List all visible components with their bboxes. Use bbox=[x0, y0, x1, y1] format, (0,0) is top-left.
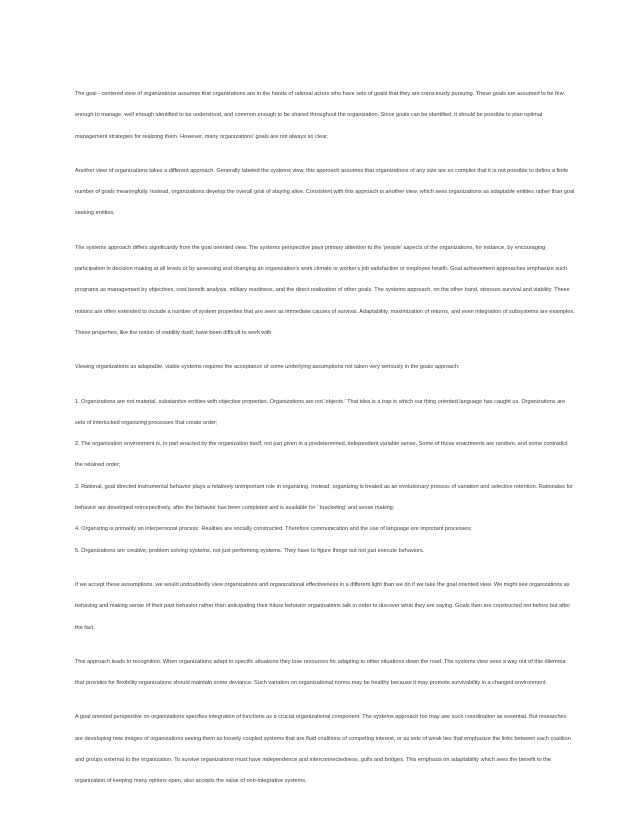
assumptions-list bbox=[75, 392, 575, 562]
list-item: 3. Rational, goal directed instrumental behavior plays a relatively unimportant role in organizing. Instead, organizing is treated as an evolutionary process of variation and selective retention. Rationales for behavior are developed retrospectively, after the behavior has been completed and is available for ' bracketing' and sense making; bbox=[75, 483, 573, 512]
document-page bbox=[75, 84, 575, 806]
list-item: 5. Organizations are creative, problem solving systems, not just performing systems. They have to figure things out not just execute behaviors. bbox=[75, 547, 425, 554]
paragraph-systems-view: Another view of organizations takes a different approach. Generally labeled the systems view, this approach assumes that organizations of any size are so complex that it is not possible to define a finite number of goals meaningfully. Instead, organizations develop the overall goal of staying alive. Consistent with this approach is another view, which sees organizations as adaptable entities rather than goal seeking entities. bbox=[75, 167, 575, 217]
paragraph-goal-centered-view: The goal - centered view of organizations assumes that organizations are in the hands of rational actors who have sets of goals that they are consciously pursuing. These goals are assumed to be few enough to manage, well enough identified to be understood, and common enough to be shared throughout the organization. Since goals can be identified, it should be possible to plan optimal management strategies for realizing them. However, many organizations' goals are not always so clear. bbox=[75, 91, 564, 140]
paragraph-recognition: This approach leads to recognition. When organizations adapt to specific situations they lose resources for adapting to other situations down the road. The systems view sees a way out of this dilemma that provides for flexibility organizations should maintain some deviance. Such variation on organizational norms may be healthy because it may promote survivability in a changed environment. bbox=[75, 658, 566, 687]
list-item: 2. The organization environment is, in part enacted by the organization itself, not just given in a predetermined, independent variable sense. Some of those enactments are random, and some contradict the retained order; bbox=[75, 441, 568, 469]
paragraph-systems-approach-differs: The systems approach differs significantly from the goal oriented view. The systems perspective pays primary attention to the 'people' aspects of the organizations, for instance, by encouraging participation in decision making at all levels or by assessing and changing an organization's work climate or worker's job satisfaction or employee health. Goal achievement approaches emphasize such programs as management by objectives, cost benefit analysis, military readiness, and the direct realization of other goals. The systems approach, on the other hand, stresses survival and viability. These notions are often extended to include a number of system properties that are seen as immediate causes of survival. Adaptability, maximization of returns, and even integration of subsystems are examples. These properties, like the notion of viability itself, have been difficult to work with. bbox=[75, 244, 575, 336]
paragraph-underlying-assumptions: Viewing organizations as adaptable, viable systems requires the acceptance of some underlying assumptions not taken very seriously in the goals approach: bbox=[75, 364, 460, 371]
list-item: 1. Organizations are not material, substantive entities with objective properties. Organizations are not 'objects.' That idea is a trap in which our thing oriented language has caught us. Organizations are sets of interlocked organizing processes that create order; bbox=[75, 398, 566, 426]
paragraph-accept-assumptions: If we accept these assumptions, we would undoubtedly view organizations and organizational effectiveness in a different light than we do if we take the goal oriented view. We might see organizations as behaving and making sense of their past behavior rather than anticipating their future behavior organizations talk in order to discover what they are saying. Goals then are constructed not before but after the fact. bbox=[75, 581, 571, 631]
list-item: 4. Organizing is primarily an interpersonal process. Realities are socially constructed. Therefore communication and the use of language are important processes; bbox=[75, 526, 472, 533]
paragraph-integration-of-functions: A goal oriented perspective on organizations specifies integration of functions as a crucial organizational component. The systems approach too may see such coordination as essential. But researches are developing new images of organizations seeing them as loosely coupled systems that are fluid coalitions of competing interest, or as sets of weak ties that emphasize the links between each coalition and groups external to the organization. To survive organizations must have independence and interconnectedness, gulfs and bridges. This emphasis on adaptability which sees the benefit to the organization of keeping many options open, also accepts the value of non-integrative systems. bbox=[75, 714, 571, 785]
